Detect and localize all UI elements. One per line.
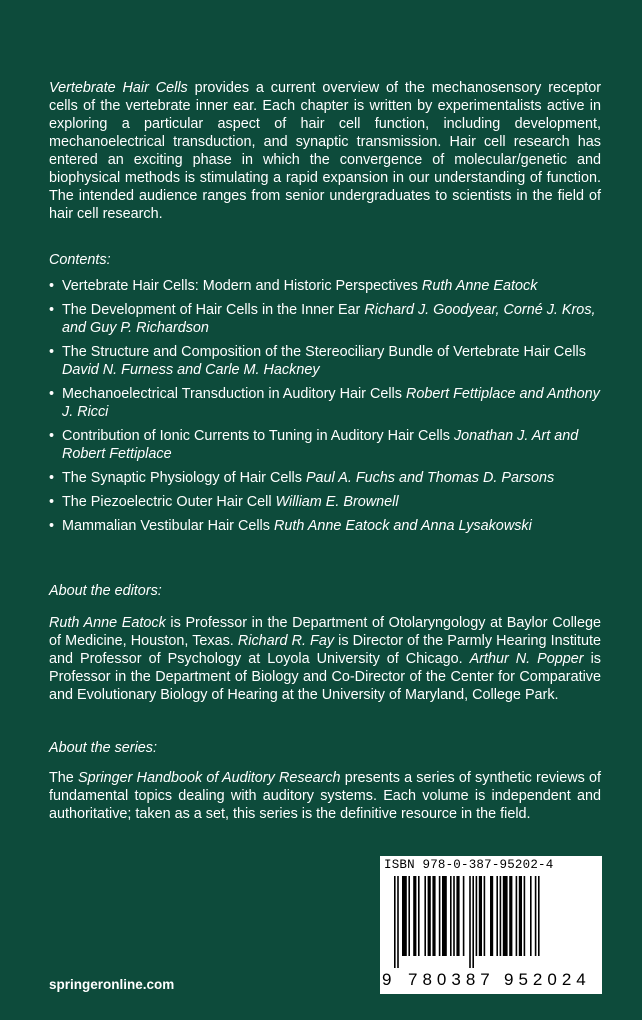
editors-paragraph [49, 614, 601, 704]
barcode-bar [524, 876, 526, 956]
barcode-digits-right: 952024 [504, 970, 591, 989]
chapter-title: Mechanoelectrical Transduction in Auditory Hair Cells [62, 386, 402, 402]
barcode-bar [472, 876, 474, 968]
editor-bio: is Professor in the Department of Biology and Co-Director of the Center for Comparative and Evolutionary Biology of Hearing at the University of Maryland, College Park. [49, 651, 601, 703]
chapter-authors: Richard J. Goodyear, Corné J. Kros, and Guy P. Richardson [62, 302, 596, 336]
barcode-bar [453, 876, 455, 956]
chapter-title: Contribution of Ionic Currents to Tuning in Auditory Hair Cells [62, 428, 450, 444]
barcode-bar [408, 876, 410, 956]
editor-bio: is Director of the Parmly Hearing Institute and Professor of Psychology at Loyola University of Chicago. [49, 633, 602, 667]
website-url: springeronline.com [49, 977, 175, 992]
contents-item [49, 301, 601, 337]
editor-name: Arthur N. Popper [469, 651, 584, 667]
chapter-authors: Robert Fettiplace and Anthony J. Ricci [62, 386, 600, 420]
barcode-bar [413, 876, 416, 956]
chapter-authors: David N. Furness and Carle M. Hackney [62, 362, 320, 378]
barcode-bar [469, 876, 471, 968]
barcode-bar [450, 876, 452, 956]
barcode-bar [394, 876, 396, 968]
barcode-bar [519, 876, 522, 956]
chapter-authors: Paul A. Fuchs and Thomas D. Parsons [305, 470, 555, 486]
chapter-title: The Piezoelectric Outer Hair Cell [62, 494, 272, 510]
chapter-title: The Structure and Composition of the Stereociliary Bundle of Vertebrate Hair Cells [62, 344, 586, 360]
chapter-authors: Jonathan J. Art and Robert Fettiplace [62, 428, 579, 462]
series-section [49, 739, 601, 823]
barcode-digits-left: 780387 [408, 970, 495, 989]
intro-paragraph [49, 79, 601, 223]
barcode-bar [479, 876, 482, 956]
series-title: Springer Handbook of Auditory Research [77, 770, 341, 786]
series-text: presents a series of synthetic reviews of fundamental topics dealing with auditory systems. Each volume is independent and authoritative; taken as a set, this series is the definitive resource in the field. [49, 770, 601, 822]
isbn-barcode [380, 856, 602, 994]
contents-item [49, 493, 601, 511]
barcode-digit-lead: 9 [382, 970, 392, 989]
barcode-bar [439, 876, 441, 956]
contents-item [49, 277, 601, 295]
series-paragraph [49, 769, 601, 823]
intro-text: provides a current overview of the mechanosensory receptor cells of the vertebrate inner ear. Each chapter is written by experimentalists active in exploring a particular aspect of hair cell function, including development, mechanoelectrical transduction, and synaptic transmission. Hair cell research has entered an exciting phase in which the convergence of molecular/genetic and biophysical methods is stimulating a rapid expansion in our understanding of function. The intended audience ranges from senior undergraduates to scientists in the field of hair cell research. [49, 80, 602, 222]
chapter-authors: Ruth Anne Eatock and Anna Lysakowski [273, 518, 532, 534]
barcode-bar [503, 876, 508, 956]
contents-section [49, 251, 601, 541]
editors-label: About the editors: [49, 583, 162, 599]
editors-section [49, 582, 601, 704]
contents-list [49, 277, 601, 535]
editor-name: Ruth Anne Eatock [49, 615, 166, 631]
barcode-bar [418, 876, 420, 956]
barcode-bar [530, 876, 532, 956]
barcode-bar [424, 876, 426, 956]
contents-item [49, 343, 601, 379]
series-label: About the series: [49, 740, 157, 756]
contents-item [49, 385, 601, 421]
chapter-authors: William E. Brownell [275, 494, 399, 510]
barcode-bar [397, 876, 399, 968]
barcode-bar [442, 876, 447, 956]
chapter-title: The Synaptic Physiology of Hair Cells [62, 470, 302, 486]
barcode-bar [463, 876, 465, 956]
barcode-bar [509, 876, 512, 956]
barcode-bars [388, 876, 598, 968]
contents-item [49, 427, 601, 463]
barcode-bar [535, 876, 537, 956]
book-title: Vertebrate Hair Cells [49, 80, 188, 96]
barcode-bar [428, 876, 431, 956]
contents-item [49, 517, 601, 535]
barcode-bar [490, 876, 493, 956]
barcode-bar [484, 876, 486, 956]
isbn-label: ISBN 978-0-387-95202-4 [384, 858, 554, 872]
series-prefix: The [49, 770, 78, 786]
chapter-title: Mammalian Vestibular Hair Cells [62, 518, 270, 534]
chapter-title: Vertebrate Hair Cells: Modern and Historic Perspectives [62, 278, 418, 294]
editor-name: Richard R. Fay [237, 633, 335, 649]
barcode-bar [500, 876, 502, 956]
barcode-bar [432, 876, 435, 956]
barcode-bar [402, 876, 407, 956]
chapter-title: The Development of Hair Cells in the Inner Ear [62, 302, 361, 318]
chapter-authors: Ruth Anne Eatock [421, 278, 538, 294]
barcode-bar [516, 876, 518, 956]
barcode-bar [538, 876, 540, 956]
editor-bio: is Professor in the Department of Otolaryngology at Baylor College of Medicine, Houston, Texas. [49, 615, 601, 649]
barcode-bar [496, 876, 498, 956]
contents-label: Contents: [49, 252, 111, 268]
barcode-bar [476, 876, 478, 956]
contents-item [49, 469, 601, 487]
barcode-bar [456, 876, 459, 956]
